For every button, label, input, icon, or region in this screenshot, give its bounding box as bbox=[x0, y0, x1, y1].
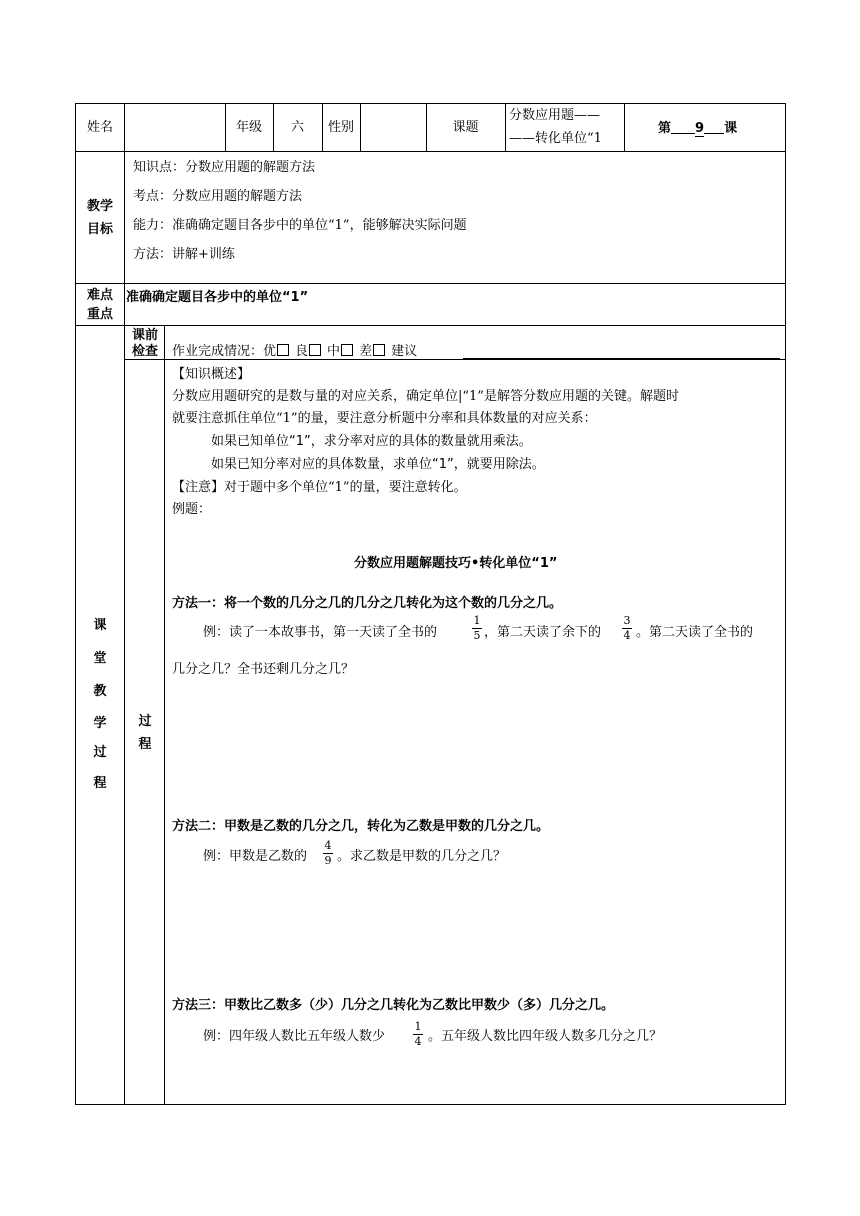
difficulty-label-1: 难点 bbox=[86, 288, 113, 303]
objective-item-3: 能力：准确确定题目各步中的单位“1”，能够解决实际问题 bbox=[133, 218, 467, 233]
lesson-suffix: 课 bbox=[724, 121, 738, 136]
method-1-fraction-2: 3 4 bbox=[623, 614, 631, 642]
topic-label: 课题 bbox=[452, 120, 479, 135]
homework-status bbox=[172, 344, 417, 360]
checkbox-good[interactable] bbox=[309, 344, 321, 356]
overview-heading: 【知识概述】 bbox=[172, 367, 251, 382]
difficulty-text: 准确确定题目各步中的单位“1” bbox=[126, 290, 309, 305]
option-excellent: 优 bbox=[263, 344, 277, 359]
topic-line-2: ——转化单位“1 bbox=[509, 131, 602, 146]
option-good: 良 bbox=[295, 344, 309, 359]
classroom-label-char-4: 学 bbox=[93, 716, 107, 731]
grade-label: 年级 bbox=[235, 120, 262, 135]
process-label-2: 程 bbox=[138, 737, 152, 752]
objective-item-1: 知识点：分数应用题的解题方法 bbox=[133, 160, 316, 175]
option-fair: 中 bbox=[327, 344, 341, 359]
checkbox-fair[interactable] bbox=[341, 344, 353, 356]
difficulty-label-2: 重点 bbox=[86, 307, 113, 322]
method-3-title: 方法三：甲数比乙数多（少）几分之几转化为乙数比甲数少（多）几分之几。 bbox=[172, 998, 615, 1013]
method-1-example-b: ，第二天读了余下的 bbox=[484, 625, 602, 640]
method-1-example-c: 。第二天读了全书的 bbox=[636, 625, 754, 640]
checkbox-excellent[interactable] bbox=[277, 344, 289, 356]
lesson-number-label bbox=[658, 120, 737, 137]
rule-divide: 如果已知分率对应的具体数量，求单位“1”，就要用除法。 bbox=[211, 457, 545, 472]
objective-item-4: 方法：讲解+训练 bbox=[133, 247, 235, 262]
example-label: 例题： bbox=[172, 502, 212, 517]
method-1-example-a: 例：读了一本故事书，第一天读了全书的 bbox=[203, 625, 438, 640]
precheck-label-1: 课前 bbox=[131, 328, 158, 343]
objective-item-2: 考点：分数应用题的解题方法 bbox=[133, 189, 303, 204]
suggest-label: 建议 bbox=[391, 344, 418, 359]
rule-multiply: 如果已知单位“1”，求分率对应的具体的数量就用乘法。 bbox=[211, 434, 532, 449]
note-label: 【注意】 bbox=[172, 480, 225, 495]
option-poor: 差 bbox=[359, 344, 373, 359]
grade-value: 六 bbox=[290, 120, 304, 135]
method-2-title: 方法二：甲数是乙数的几分之几，转化为乙数是甲数的几分之几。 bbox=[172, 819, 550, 834]
topic-line-1: 分数应用题—— bbox=[509, 108, 601, 123]
method-1-fraction-1: 1 5 bbox=[473, 614, 481, 642]
method-1-title: 方法一：将一个数的几分之几的几分之几转化为这个数的几分之几。 bbox=[172, 596, 563, 611]
method-2-fraction: 4 9 bbox=[324, 839, 332, 867]
method-2-example-b: 。求乙数是甲数的几分之几？ bbox=[337, 849, 507, 864]
lesson-number: 9 bbox=[695, 121, 705, 136]
objectives-label-1: 教学 bbox=[86, 199, 113, 214]
classroom-label-char-5: 过 bbox=[93, 745, 107, 760]
checkbox-poor[interactable] bbox=[373, 344, 385, 356]
classroom-label-char-3: 教 bbox=[93, 684, 107, 699]
precheck-label-2: 检查 bbox=[131, 344, 158, 359]
lesson-prefix: 第 bbox=[658, 121, 672, 136]
section-title: 分数应用题解题技巧•转化单位“1” bbox=[354, 556, 558, 571]
overview-paragraph-line-2: 就要注意抓住单位“1”的量，要注意分析题中分率和具体数量的对应关系： bbox=[172, 411, 597, 426]
classroom-label-char-6: 程 bbox=[93, 776, 107, 791]
method-1-example-line-2: 几分之几？全书还剩几分之几？ bbox=[172, 662, 355, 677]
classroom-label-char-2: 堂 bbox=[93, 651, 107, 666]
gender-label: 性别 bbox=[327, 120, 354, 135]
objectives-label-2: 目标 bbox=[86, 222, 113, 237]
method-3-example-b: 。五年级人数比四年级人数多几分之几？ bbox=[428, 1029, 663, 1044]
suggestion-blank[interactable] bbox=[463, 358, 780, 359]
homework-prefix: 作业完成情况： bbox=[172, 344, 264, 359]
note-line bbox=[172, 480, 467, 496]
process-label-1: 过 bbox=[138, 714, 152, 729]
note-text: 对于题中多个单位“1”的量，要注意转化。 bbox=[224, 480, 467, 495]
overview-paragraph-line-1: 分数应用题研究的是数与量的对应关系，确定单位|“1”是解答分数应用题的关键。解题时 bbox=[172, 389, 679, 404]
method-3-example-a: 例：四年级人数比五年级人数少 bbox=[203, 1029, 386, 1044]
method-2-example-a: 例：甲数是乙数的 bbox=[203, 849, 308, 864]
name-label: 姓名 bbox=[86, 120, 113, 135]
classroom-label-char-1: 课 bbox=[93, 618, 107, 633]
method-3-fraction: 1 4 bbox=[414, 1020, 422, 1048]
